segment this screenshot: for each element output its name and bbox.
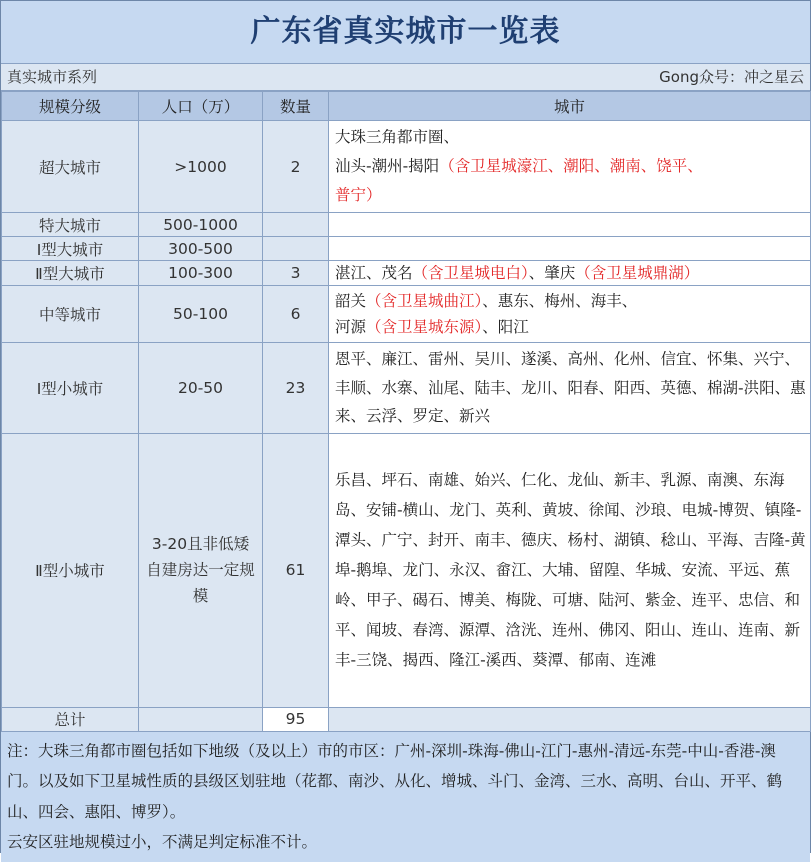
total-label: 总计 [2, 707, 139, 731]
column-header-count: 数量 [263, 92, 329, 121]
column-header-population: 人口（万） [139, 92, 263, 121]
count-cell: 2 [263, 121, 329, 213]
column-header-level: 规模分级 [2, 92, 139, 121]
population-cell: 300-500 [139, 237, 263, 261]
cities-cell: 乐昌、坪石、南雄、始兴、仁化、龙仙、新丰、乳源、南澳、东海岛、安铺-横山、龙门、英利、黄坡、徐闻、沙琅、电城-博贺、镇隆-潭头、广宁、封开、南丰、德庆、杨村、湖镇、稔山、平海、吉隆-黄埠-鹅埠、龙门、永汉、畲江、大埔、留隍、华城、安流、平远、蕉岭、甲子、碣石、博美、梅陇、可塘、陆河、紫金、连平、忠信、和平、闻坡、春湾、源潭、浛洸、连州、佛冈、阳山、连山、连南、新丰-三饶、揭西、隆江-溪西、葵潭、郁南、连滩 [329, 433, 811, 707]
city-table [1, 91, 811, 732]
population-cell: 500-1000 [139, 213, 263, 237]
population-cell: 100-300 [139, 261, 263, 286]
count-cell: 3 [263, 261, 329, 286]
account-label: Gong众号：冲之星云 [659, 68, 804, 86]
satellite-note: （含卫星城曲江） [366, 292, 483, 310]
population-cell: >1000 [139, 121, 263, 213]
cities-cell [329, 213, 811, 237]
table-row [2, 237, 811, 261]
satellite-note: （含卫星城东源） [366, 318, 483, 336]
level-cell: 中等城市 [2, 286, 139, 343]
population-cell: 20-50 [139, 343, 263, 434]
cities-cell [329, 121, 811, 213]
cities-cell [329, 261, 811, 286]
city-text: 汕头-潮州-揭阳 [335, 157, 440, 175]
level-cell: Ⅱ型小城市 [2, 433, 139, 707]
level-cell: Ⅰ型大城市 [2, 237, 139, 261]
cities-cell: 恩平、廉江、雷州、吴川、遂溪、高州、化州、信宜、怀集、兴宁、丰顺、水寨、汕尾、陆丰、龙川、阳春、阳西、英德、棉湖-洪阳、惠来、云浮、罗定、新兴 [329, 343, 811, 434]
table-row [2, 261, 811, 286]
total-count: 95 [263, 707, 329, 731]
table-row [2, 121, 811, 213]
city-text: 、肇庆 [528, 264, 576, 282]
level-cell: 超大城市 [2, 121, 139, 213]
page-title: 广东省真实城市一览表 [1, 1, 810, 64]
city-text: 湛江、茂名 [335, 264, 413, 282]
series-label: 真实城市系列 [7, 68, 98, 86]
note-text: 注：大珠三角都市圈包括如下地级（及以上）市的市区：广州-深圳-珠海-佛山-江门-惠州-清远-东莞-中山-香港-澳门。以及如下卫星城性质的县级区划驻地（花都、南沙、从化、增城、斗门、金湾、三水、高明、台山、开平、鹤山、四会、惠阳、博罗）。 [7, 741, 783, 821]
total-row [2, 707, 811, 731]
table-row [2, 286, 811, 343]
city-text: 、惠东、梅州、海丰、 [482, 292, 638, 310]
satellite-note: （含卫星城电白） [412, 264, 529, 282]
total-population-cell [139, 707, 263, 731]
level-cell: Ⅰ型小城市 [2, 343, 139, 434]
table-header-row [2, 92, 811, 121]
population-cell: 50-100 [139, 286, 263, 343]
city-text: 大珠三角都市圈、 [335, 128, 460, 146]
count-cell: 6 [263, 286, 329, 343]
count-cell [263, 213, 329, 237]
satellite-note: 普宁） [335, 186, 382, 204]
cities-cell [329, 237, 811, 261]
count-cell: 61 [263, 433, 329, 707]
total-cities-cell [329, 707, 811, 731]
table-row [2, 433, 811, 707]
city-text: 韶关 [335, 292, 367, 310]
satellite-note: （含卫星城濠江、潮阳、潮南、饶平、 [439, 157, 703, 175]
level-cell: Ⅱ型大城市 [2, 261, 139, 286]
table-row [2, 213, 811, 237]
satellite-note: （含卫星城鼎湖） [575, 264, 700, 282]
note-text: 云安区驻地规模过小，不满足判定标准不计。 [7, 833, 318, 851]
cities-cell [329, 286, 811, 343]
population-cell: 3-20且非低矮自建房达一定规模 [139, 433, 263, 707]
column-header-cities: 城市 [329, 92, 811, 121]
subheader-bar [1, 64, 810, 91]
level-cell: 特大城市 [2, 213, 139, 237]
notes-section [1, 732, 810, 862]
city-text: 、阳江 [482, 318, 529, 336]
city-text: 河源 [335, 318, 367, 336]
count-cell [263, 237, 329, 261]
table-row [2, 343, 811, 434]
count-cell: 23 [263, 343, 329, 434]
